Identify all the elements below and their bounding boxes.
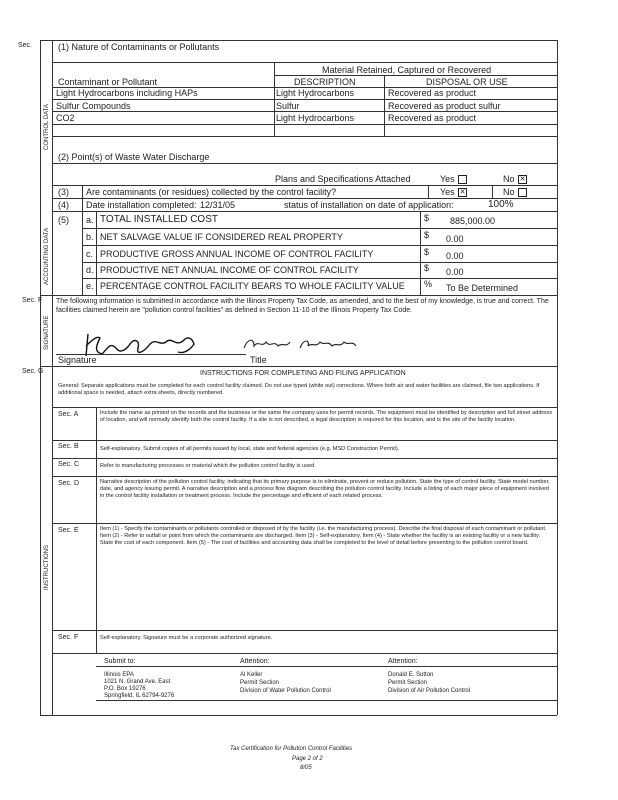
frame-left [40,40,41,715]
side-label-signature: SIGNATURE [44,315,50,350]
cost-symbol: $ [424,230,430,240]
frame-right [557,40,558,715]
footer-line-2: Page 2 of 2 [292,756,323,762]
rule [96,211,97,295]
sec-f-text: The following information is submitted in accordance with the Illinois Property Tax Code, as amended, and to the best of my knowledge, is true and correct. The facilities claimed herein are "pollution control facilities" as defined in Section 11-10 of the Illinois Property Tax Code. [56,298,549,314]
sec-g-heading: INSTRUCTIONS FOR COMPLETING AND FILING APPLICATION [200,370,406,377]
cost-label: PRODUCTIVE NET ANNUAL INCOME OF CONTROL FACILITY [100,265,359,275]
sec-f-label: Sec. F [22,297,43,304]
rule [96,700,557,701]
side-label-accounting-data: ACCOUNTING DATA [44,227,50,285]
rule [96,407,97,653]
cost-letter: c. [86,249,94,259]
q3-no-label: No [503,187,515,197]
submit-to-line: P.O. Box 19276 [104,686,146,692]
rule [428,185,429,198]
cost-value: 885,000.00 [450,216,496,226]
waste-water-title: (2) Point(s) of Waste Water Discharge [58,152,210,162]
q4-date: 12/31/05 [200,200,236,210]
sec-g-label: Sec. G [22,368,44,375]
cost-value: 0.00 [446,251,464,261]
signature-label: Signature [58,355,97,365]
row-contaminant: Light Hydrocarbons including HAPs [56,88,198,98]
col-description: DESCRIPTION [294,77,356,87]
cost-symbol: % [424,279,433,289]
rule [52,476,557,477]
instruction-text: Self-explanatory. Submit copies of all permits issued by local, state and federal agencies (e.g. MSD Construction Permit). [100,446,400,452]
q4-percent: 100% [488,199,514,210]
row-disposal: Recovered as product [388,113,477,123]
instruction-text: Include the name as printed on the records and the business or the same the company uses for permit records. The equipment must be identified by description and full street address of location, and will normally identify both the control facility. If a site is not described, a legal description is required for this location, and is the site of the facility location. [100,410,552,424]
rule [52,124,557,125]
q4-text: Date installation completed: [86,200,197,210]
side-label-control-data: CONTROL DATA [44,104,50,150]
title-label: Title [250,355,267,365]
rule [52,99,557,100]
rule [82,228,557,229]
instruction-label: Sec. C [58,461,80,468]
instruction-text: Refer to manufacturing processes or material which the pollution control facility is used. [100,463,316,469]
material-header: Material Retained, Captured or Recovered [322,65,492,75]
attention2-label: Attention: [388,658,418,665]
cost-label: PERCENTAGE CONTROL FACILITY BEARS TO WHOLE FACILITY VALUE [100,281,405,291]
rule [420,211,421,295]
attention2-line: Donald E. Sutton [388,672,434,678]
rule [52,440,557,441]
sec-label: Sec. [18,42,33,49]
q3-num: (3) [58,187,69,197]
rule [82,278,557,279]
rule [40,295,557,296]
rule [52,163,557,164]
rule [82,262,557,263]
rule [492,185,493,198]
rule [96,666,557,667]
frame-top [40,40,557,41]
attention2-line: Division of Air Pollution Control [388,688,471,694]
row-description: Light Hydrocarbons [276,113,355,123]
row-disposal: Recovered as product sulfur [388,101,501,111]
row-description: Light Hydrocarbons [276,88,355,98]
plans-yes-checkbox[interactable] [458,175,467,184]
cost-letter: e. [86,281,94,291]
contaminants-title: (1) Nature of Contaminants or Pollutants [58,42,220,52]
q4-status: status of installation on date of application: [284,200,454,210]
instruction-label: Sec. E [58,527,79,534]
rule [52,523,557,524]
frame-inner-left [52,40,53,715]
rule [82,245,557,246]
row-contaminant: CO2 [56,113,75,123]
rule [52,198,557,199]
row-disposal: Recovered as product [388,88,477,98]
instruction-label: Sec. F [58,634,79,641]
attention-line: Al Keller [240,672,263,678]
attention2-line: Permit Section [388,680,428,686]
title-handwriting-image [240,334,370,354]
row-description: Sulfur [276,101,300,111]
instruction-text: Narrative description of the pollution control facility, indicating that its primary purpose is to eliminate, prevent or reduce pollution. State the type of control facility. State model number, date, and agency issuing permit. A narrative description and a process flow diagram describing the pollution control facility. Include a listing of each major piece of equipment involved in the control facility installation or treatment process. Include the percentage and efficient of each related process. [100,479,550,500]
plans-label: Plans and Specifications Attached [275,174,411,184]
instruction-text: Self-explanatory. Signature must be a corporate authorized signature. [100,635,273,641]
submit-to-line: Springfield, IL 62794-9276 [104,693,175,699]
instruction-label: Sec. B [58,443,79,450]
plans-no-label: No [503,174,515,184]
attention-line: Permit Section [240,680,280,686]
cost-value: 0.00 [446,267,464,277]
cost-symbol: $ [424,213,430,223]
rule [52,407,557,408]
rule [52,136,557,137]
cost-label: PRODUCTIVE GROSS ANNUAL INCOME OF CONTROL FACILITY [100,249,374,259]
rule [52,185,557,186]
rule [52,458,557,459]
row-contaminant: Sulfur Compounds [56,101,131,111]
rule [52,653,557,654]
cost-symbol: $ [424,263,430,273]
side-label-instructions: INSTRUCTIONS [44,545,50,590]
rule [274,75,557,76]
col-contaminant: Contaminant or Pollutant [58,77,158,87]
rule [384,75,385,136]
cost-label: TOTAL INSTALLED COST [100,214,218,225]
instruction-label: Sec. A [58,411,79,418]
col-disposal: DISPOSAL OR USE [426,77,508,87]
frame-bottom [40,715,557,716]
rule [52,111,557,112]
q3-no-checkbox[interactable] [518,188,527,197]
submit-to-line: Illinois EPA [104,672,134,678]
footer-line-3: 8/05 [300,765,312,771]
q5-num: (5) [58,215,69,225]
cost-value: 0.00 [446,234,464,244]
cost-symbol: $ [424,247,430,257]
attention-label: Attention: [240,658,270,665]
signature-image [80,328,200,362]
cost-letter: d. [86,265,94,275]
submit-to-line: 1021 N. Grand Ave. East [104,679,171,685]
rule [40,366,557,367]
sec-g-general: General: Separate applications must be completed for each control facility claimed. Do not use typed (white out) corrections. Where both air and water facilities are claimed, file two applications. If additional space is needed, attach extra sheets, directly numbered. [58,383,540,397]
cost-letter: a. [86,215,94,225]
plans-no-checkbox[interactable]: ✕ [519,176,526,183]
q3-yes-checkbox[interactable]: ✕ [459,189,466,196]
instruction-label: Sec. D [58,480,80,487]
q4-num: (4) [58,200,69,210]
submit-to-label: Submit to: [104,658,136,665]
cost-letter: b. [86,232,94,242]
attention-line: Division of Water Pollution Control [240,688,331,694]
rule [52,62,557,63]
rule [52,630,557,631]
rule [52,211,557,212]
q3-yes-label: Yes [440,187,455,197]
plans-yes-label: Yes [440,174,455,184]
footer-line-1: Tax Certification for Pollution Control Facilities [230,746,353,752]
cost-label: NET SALVAGE VALUE IF CONSIDERED REAL PROPERTY [100,232,343,242]
instruction-text: Item (1) - Specify the contaminants or pollutants controlled or disposed of by the facility (i.e. the manufacturing process). Describe the final disposal of each contaminant or pollutant. Item (2) - Refer to outfall or point from which the contaminants are discharged. Item (3) - Self-explanatory. Item (4) - State whether the facility is an existing facility or a new facility. State the cost of each component. Item (5) - The cost of facilities and accounting data shall be completed to the level of detail before presenting to the pollution control board. [100,526,547,547]
cost-value: To Be Determined [446,283,519,293]
q3-text: Are contaminants (or residues) collected by the control facility? [86,187,337,197]
